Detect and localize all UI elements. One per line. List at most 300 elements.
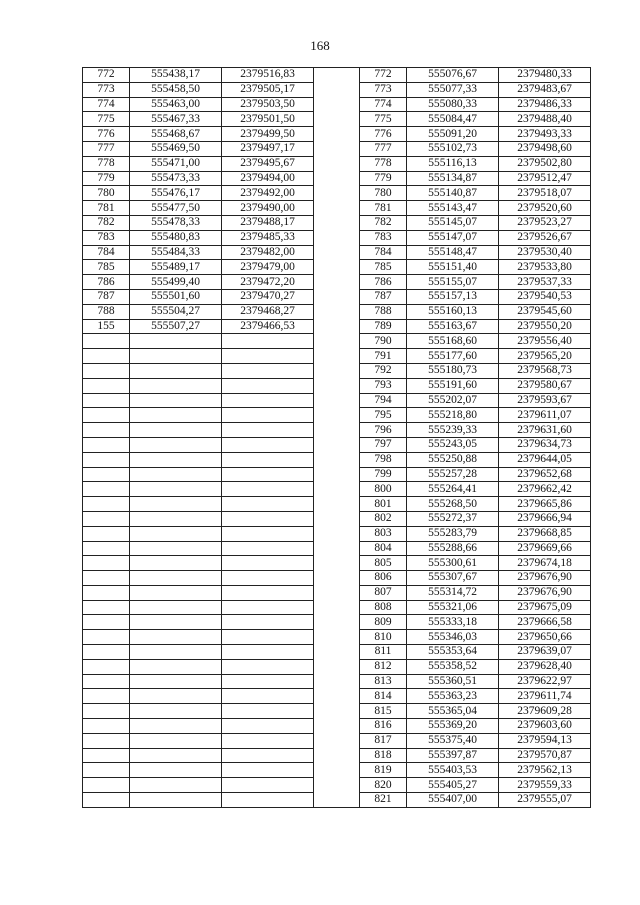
table-row bbox=[83, 793, 591, 808]
column-gap-cell bbox=[314, 674, 360, 689]
right-point-number-cell: 820 bbox=[360, 778, 407, 793]
right-y-coordinate-cell: 2379622,97 bbox=[499, 674, 591, 689]
right-y-coordinate-cell: 2379609,28 bbox=[499, 704, 591, 719]
table-row bbox=[83, 467, 591, 482]
left-point-number-cell: 773 bbox=[83, 82, 130, 97]
right-x-coordinate-cell: 555239,33 bbox=[407, 423, 499, 438]
right-x-coordinate-cell: 555307,67 bbox=[407, 571, 499, 586]
right-y-coordinate-cell: 2379540,53 bbox=[499, 289, 591, 304]
right-y-coordinate-cell: 2379502,80 bbox=[499, 156, 591, 171]
left-point-number-cell: 155 bbox=[83, 319, 130, 334]
left-y-coordinate-cell: 2379501,50 bbox=[222, 112, 314, 127]
right-y-coordinate-cell: 2379570,87 bbox=[499, 748, 591, 763]
left-point-number-cell bbox=[83, 482, 130, 497]
left-point-number-cell bbox=[83, 733, 130, 748]
right-y-coordinate-cell: 2379668,85 bbox=[499, 526, 591, 541]
left-x-coordinate-cell bbox=[130, 719, 222, 734]
left-point-number-cell bbox=[83, 452, 130, 467]
column-gap-cell bbox=[314, 733, 360, 748]
column-gap-cell bbox=[314, 615, 360, 630]
column-gap-cell bbox=[314, 689, 360, 704]
left-x-coordinate-cell bbox=[130, 393, 222, 408]
left-point-number-cell: 780 bbox=[83, 186, 130, 201]
left-x-coordinate-cell bbox=[130, 674, 222, 689]
left-x-coordinate-cell: 555468,67 bbox=[130, 127, 222, 142]
right-point-number-cell: 775 bbox=[360, 112, 407, 127]
right-point-number-cell: 806 bbox=[360, 571, 407, 586]
left-x-coordinate-cell: 555471,00 bbox=[130, 156, 222, 171]
right-x-coordinate-cell: 555155,07 bbox=[407, 275, 499, 290]
column-gap-cell bbox=[314, 467, 360, 482]
left-point-number-cell bbox=[83, 511, 130, 526]
right-y-coordinate-cell: 2379530,40 bbox=[499, 245, 591, 260]
right-y-coordinate-cell: 2379580,67 bbox=[499, 378, 591, 393]
table-row bbox=[83, 230, 591, 245]
right-x-coordinate-cell: 555168,60 bbox=[407, 334, 499, 349]
left-point-number-cell: 775 bbox=[83, 112, 130, 127]
right-point-number-cell: 774 bbox=[360, 97, 407, 112]
right-x-coordinate-cell: 555218,80 bbox=[407, 408, 499, 423]
left-x-coordinate-cell bbox=[130, 793, 222, 808]
column-gap-cell bbox=[314, 452, 360, 467]
right-y-coordinate-cell: 2379483,67 bbox=[499, 82, 591, 97]
left-x-coordinate-cell bbox=[130, 763, 222, 778]
table-row bbox=[83, 541, 591, 556]
table-row bbox=[83, 452, 591, 467]
right-x-coordinate-cell: 555268,50 bbox=[407, 497, 499, 512]
left-y-coordinate-cell: 2379470,27 bbox=[222, 289, 314, 304]
left-x-coordinate-cell bbox=[130, 511, 222, 526]
right-point-number-cell: 807 bbox=[360, 585, 407, 600]
right-y-coordinate-cell: 2379523,27 bbox=[499, 215, 591, 230]
column-gap-cell bbox=[314, 68, 360, 83]
right-point-number-cell: 818 bbox=[360, 748, 407, 763]
table-row bbox=[83, 748, 591, 763]
left-y-coordinate-cell bbox=[222, 778, 314, 793]
right-point-number-cell: 784 bbox=[360, 245, 407, 260]
table-row bbox=[83, 245, 591, 260]
right-x-coordinate-cell: 555257,28 bbox=[407, 467, 499, 482]
table-row bbox=[83, 378, 591, 393]
left-point-number-cell: 777 bbox=[83, 141, 130, 156]
right-x-coordinate-cell: 555180,73 bbox=[407, 363, 499, 378]
table-row bbox=[83, 82, 591, 97]
column-gap-cell bbox=[314, 245, 360, 260]
left-x-coordinate-cell: 555507,27 bbox=[130, 319, 222, 334]
table-row bbox=[83, 127, 591, 142]
right-point-number-cell: 782 bbox=[360, 215, 407, 230]
right-x-coordinate-cell: 555243,05 bbox=[407, 437, 499, 452]
column-gap-cell bbox=[314, 82, 360, 97]
left-y-coordinate-cell bbox=[222, 689, 314, 704]
column-gap-cell bbox=[314, 156, 360, 171]
right-x-coordinate-cell: 555360,51 bbox=[407, 674, 499, 689]
left-point-number-cell: 781 bbox=[83, 201, 130, 216]
table-row bbox=[83, 289, 591, 304]
left-y-coordinate-cell bbox=[222, 630, 314, 645]
left-x-coordinate-cell bbox=[130, 778, 222, 793]
left-x-coordinate-cell bbox=[130, 630, 222, 645]
left-point-number-cell bbox=[83, 704, 130, 719]
left-y-coordinate-cell bbox=[222, 571, 314, 586]
left-y-coordinate-cell bbox=[222, 363, 314, 378]
right-point-number-cell: 788 bbox=[360, 304, 407, 319]
left-y-coordinate-cell bbox=[222, 615, 314, 630]
right-y-coordinate-cell: 2379555,07 bbox=[499, 793, 591, 808]
right-x-coordinate-cell: 555091,20 bbox=[407, 127, 499, 142]
table-row bbox=[83, 68, 591, 83]
right-x-coordinate-cell: 555145,07 bbox=[407, 215, 499, 230]
right-point-number-cell: 800 bbox=[360, 482, 407, 497]
left-y-coordinate-cell bbox=[222, 497, 314, 512]
right-point-number-cell: 785 bbox=[360, 260, 407, 275]
table-row bbox=[83, 423, 591, 438]
left-point-number-cell: 776 bbox=[83, 127, 130, 142]
left-x-coordinate-cell bbox=[130, 452, 222, 467]
column-gap-cell bbox=[314, 659, 360, 674]
left-point-number-cell bbox=[83, 393, 130, 408]
right-y-coordinate-cell: 2379565,20 bbox=[499, 349, 591, 364]
left-point-number-cell bbox=[83, 689, 130, 704]
left-y-coordinate-cell bbox=[222, 541, 314, 556]
right-x-coordinate-cell: 555288,66 bbox=[407, 541, 499, 556]
table-row bbox=[83, 704, 591, 719]
right-point-number-cell: 803 bbox=[360, 526, 407, 541]
left-point-number-cell: 788 bbox=[83, 304, 130, 319]
right-y-coordinate-cell: 2379650,66 bbox=[499, 630, 591, 645]
left-y-coordinate-cell: 2379494,00 bbox=[222, 171, 314, 186]
left-y-coordinate-cell bbox=[222, 763, 314, 778]
column-gap-cell bbox=[314, 304, 360, 319]
left-y-coordinate-cell bbox=[222, 526, 314, 541]
column-gap-cell bbox=[314, 230, 360, 245]
table-row bbox=[83, 275, 591, 290]
table-row bbox=[83, 215, 591, 230]
right-x-coordinate-cell: 555157,13 bbox=[407, 289, 499, 304]
left-point-number-cell: 774 bbox=[83, 97, 130, 112]
left-y-coordinate-cell: 2379479,00 bbox=[222, 260, 314, 275]
left-point-number-cell bbox=[83, 793, 130, 808]
right-point-number-cell: 811 bbox=[360, 645, 407, 660]
table-row bbox=[83, 482, 591, 497]
table-row bbox=[83, 600, 591, 615]
right-y-coordinate-cell: 2379628,40 bbox=[499, 659, 591, 674]
right-point-number-cell: 817 bbox=[360, 733, 407, 748]
right-x-coordinate-cell: 555163,67 bbox=[407, 319, 499, 334]
left-x-coordinate-cell: 555467,33 bbox=[130, 112, 222, 127]
column-gap-cell bbox=[314, 437, 360, 452]
right-point-number-cell: 790 bbox=[360, 334, 407, 349]
left-y-coordinate-cell bbox=[222, 719, 314, 734]
left-point-number-cell bbox=[83, 585, 130, 600]
left-y-coordinate-cell bbox=[222, 467, 314, 482]
table-row bbox=[83, 511, 591, 526]
left-x-coordinate-cell: 555480,83 bbox=[130, 230, 222, 245]
column-gap-cell bbox=[314, 571, 360, 586]
left-x-coordinate-cell bbox=[130, 689, 222, 704]
right-point-number-cell: 772 bbox=[360, 68, 407, 83]
column-gap-cell bbox=[314, 186, 360, 201]
left-y-coordinate-cell bbox=[222, 482, 314, 497]
right-point-number-cell: 778 bbox=[360, 156, 407, 171]
left-point-number-cell bbox=[83, 778, 130, 793]
right-x-coordinate-cell: 555250,88 bbox=[407, 452, 499, 467]
table-row bbox=[83, 719, 591, 734]
table-row bbox=[83, 363, 591, 378]
left-point-number-cell bbox=[83, 526, 130, 541]
left-x-coordinate-cell bbox=[130, 408, 222, 423]
left-point-number-cell bbox=[83, 615, 130, 630]
right-point-number-cell: 805 bbox=[360, 556, 407, 571]
right-y-coordinate-cell: 2379669,66 bbox=[499, 541, 591, 556]
left-x-coordinate-cell bbox=[130, 645, 222, 660]
right-y-coordinate-cell: 2379533,80 bbox=[499, 260, 591, 275]
left-point-number-cell bbox=[83, 600, 130, 615]
right-point-number-cell: 781 bbox=[360, 201, 407, 216]
right-x-coordinate-cell: 555134,87 bbox=[407, 171, 499, 186]
right-y-coordinate-cell: 2379562,13 bbox=[499, 763, 591, 778]
right-point-number-cell: 797 bbox=[360, 437, 407, 452]
left-point-number-cell bbox=[83, 719, 130, 734]
column-gap-cell bbox=[314, 275, 360, 290]
right-y-coordinate-cell: 2379644,05 bbox=[499, 452, 591, 467]
left-point-number-cell: 779 bbox=[83, 171, 130, 186]
table-row bbox=[83, 201, 591, 216]
left-y-coordinate-cell: 2379492,00 bbox=[222, 186, 314, 201]
column-gap-cell bbox=[314, 541, 360, 556]
left-y-coordinate-cell: 2379485,33 bbox=[222, 230, 314, 245]
right-point-number-cell: 812 bbox=[360, 659, 407, 674]
left-x-coordinate-cell bbox=[130, 437, 222, 452]
left-y-coordinate-cell bbox=[222, 423, 314, 438]
left-x-coordinate-cell: 555473,33 bbox=[130, 171, 222, 186]
left-x-coordinate-cell: 555499,40 bbox=[130, 275, 222, 290]
right-y-coordinate-cell: 2379480,33 bbox=[499, 68, 591, 83]
table-row bbox=[83, 571, 591, 586]
left-point-number-cell bbox=[83, 467, 130, 482]
right-x-coordinate-cell: 555358,52 bbox=[407, 659, 499, 674]
right-y-coordinate-cell: 2379520,60 bbox=[499, 201, 591, 216]
right-x-coordinate-cell: 555397,87 bbox=[407, 748, 499, 763]
column-gap-cell bbox=[314, 748, 360, 763]
column-gap-cell bbox=[314, 378, 360, 393]
right-y-coordinate-cell: 2379675,09 bbox=[499, 600, 591, 615]
right-y-coordinate-cell: 2379639,07 bbox=[499, 645, 591, 660]
left-x-coordinate-cell: 555463,00 bbox=[130, 97, 222, 112]
column-gap-cell bbox=[314, 526, 360, 541]
page-number: 168 bbox=[310, 38, 330, 53]
right-x-coordinate-cell: 555077,33 bbox=[407, 82, 499, 97]
right-point-number-cell: 816 bbox=[360, 719, 407, 734]
left-point-number-cell bbox=[83, 556, 130, 571]
left-x-coordinate-cell: 555477,50 bbox=[130, 201, 222, 216]
column-gap-cell bbox=[314, 260, 360, 275]
right-x-coordinate-cell: 555143,47 bbox=[407, 201, 499, 216]
left-y-coordinate-cell bbox=[222, 556, 314, 571]
left-y-coordinate-cell bbox=[222, 748, 314, 763]
column-gap-cell bbox=[314, 482, 360, 497]
right-x-coordinate-cell: 555375,40 bbox=[407, 733, 499, 748]
column-gap-cell bbox=[314, 645, 360, 660]
left-x-coordinate-cell bbox=[130, 378, 222, 393]
table-row bbox=[83, 689, 591, 704]
right-y-coordinate-cell: 2379545,60 bbox=[499, 304, 591, 319]
left-x-coordinate-cell: 555501,60 bbox=[130, 289, 222, 304]
column-gap-cell bbox=[314, 585, 360, 600]
left-x-coordinate-cell: 555476,17 bbox=[130, 186, 222, 201]
left-y-coordinate-cell bbox=[222, 674, 314, 689]
table-row bbox=[83, 437, 591, 452]
left-point-number-cell: 778 bbox=[83, 156, 130, 171]
right-x-coordinate-cell: 555353,64 bbox=[407, 645, 499, 660]
left-y-coordinate-cell bbox=[222, 659, 314, 674]
right-y-coordinate-cell: 2379537,33 bbox=[499, 275, 591, 290]
right-y-coordinate-cell: 2379593,67 bbox=[499, 393, 591, 408]
table-row bbox=[83, 186, 591, 201]
left-x-coordinate-cell bbox=[130, 733, 222, 748]
column-gap-cell bbox=[314, 497, 360, 512]
left-x-coordinate-cell bbox=[130, 600, 222, 615]
right-y-coordinate-cell: 2379666,58 bbox=[499, 615, 591, 630]
left-y-coordinate-cell: 2379505,17 bbox=[222, 82, 314, 97]
left-x-coordinate-cell bbox=[130, 467, 222, 482]
table-row bbox=[83, 733, 591, 748]
left-point-number-cell bbox=[83, 541, 130, 556]
right-x-coordinate-cell: 555076,67 bbox=[407, 68, 499, 83]
right-point-number-cell: 801 bbox=[360, 497, 407, 512]
left-x-coordinate-cell bbox=[130, 497, 222, 512]
right-point-number-cell: 773 bbox=[360, 82, 407, 97]
right-y-coordinate-cell: 2379603,60 bbox=[499, 719, 591, 734]
left-x-coordinate-cell bbox=[130, 349, 222, 364]
right-point-number-cell: 792 bbox=[360, 363, 407, 378]
right-x-coordinate-cell: 555202,07 bbox=[407, 393, 499, 408]
left-x-coordinate-cell bbox=[130, 615, 222, 630]
left-y-coordinate-cell bbox=[222, 437, 314, 452]
left-x-coordinate-cell: 555458,50 bbox=[130, 82, 222, 97]
table-row bbox=[83, 497, 591, 512]
column-gap-cell bbox=[314, 289, 360, 304]
right-y-coordinate-cell: 2379526,67 bbox=[499, 230, 591, 245]
right-y-coordinate-cell: 2379556,40 bbox=[499, 334, 591, 349]
right-point-number-cell: 808 bbox=[360, 600, 407, 615]
right-x-coordinate-cell: 555084,47 bbox=[407, 112, 499, 127]
right-point-number-cell: 787 bbox=[360, 289, 407, 304]
right-point-number-cell: 777 bbox=[360, 141, 407, 156]
right-y-coordinate-cell: 2379550,20 bbox=[499, 319, 591, 334]
right-point-number-cell: 795 bbox=[360, 408, 407, 423]
left-point-number-cell bbox=[83, 659, 130, 674]
column-gap-cell bbox=[314, 127, 360, 142]
table-row bbox=[83, 674, 591, 689]
left-y-coordinate-cell bbox=[222, 378, 314, 393]
left-y-coordinate-cell bbox=[222, 600, 314, 615]
left-y-coordinate-cell bbox=[222, 733, 314, 748]
right-point-number-cell: 814 bbox=[360, 689, 407, 704]
left-y-coordinate-cell: 2379466,53 bbox=[222, 319, 314, 334]
table-row bbox=[83, 615, 591, 630]
right-x-coordinate-cell: 555300,61 bbox=[407, 556, 499, 571]
left-y-coordinate-cell: 2379495,67 bbox=[222, 156, 314, 171]
right-x-coordinate-cell: 555314,72 bbox=[407, 585, 499, 600]
column-gap-cell bbox=[314, 334, 360, 349]
left-x-coordinate-cell bbox=[130, 526, 222, 541]
column-gap-cell bbox=[314, 363, 360, 378]
column-gap-cell bbox=[314, 393, 360, 408]
column-gap-cell bbox=[314, 215, 360, 230]
right-y-coordinate-cell: 2379665,86 bbox=[499, 497, 591, 512]
right-x-coordinate-cell: 555369,20 bbox=[407, 719, 499, 734]
column-gap-cell bbox=[314, 201, 360, 216]
left-x-coordinate-cell bbox=[130, 659, 222, 674]
right-y-coordinate-cell: 2379559,33 bbox=[499, 778, 591, 793]
right-x-coordinate-cell: 555272,37 bbox=[407, 511, 499, 526]
left-point-number-cell bbox=[83, 363, 130, 378]
left-y-coordinate-cell bbox=[222, 793, 314, 808]
column-gap-cell bbox=[314, 763, 360, 778]
right-x-coordinate-cell: 555333,18 bbox=[407, 615, 499, 630]
right-point-number-cell: 783 bbox=[360, 230, 407, 245]
left-point-number-cell bbox=[83, 437, 130, 452]
left-y-coordinate-cell bbox=[222, 585, 314, 600]
right-x-coordinate-cell: 555147,07 bbox=[407, 230, 499, 245]
right-x-coordinate-cell: 555363,23 bbox=[407, 689, 499, 704]
right-point-number-cell: 789 bbox=[360, 319, 407, 334]
left-y-coordinate-cell: 2379468,27 bbox=[222, 304, 314, 319]
right-y-coordinate-cell: 2379486,33 bbox=[499, 97, 591, 112]
left-x-coordinate-cell bbox=[130, 363, 222, 378]
left-point-number-cell bbox=[83, 408, 130, 423]
right-point-number-cell: 813 bbox=[360, 674, 407, 689]
left-point-number-cell bbox=[83, 378, 130, 393]
left-point-number-cell bbox=[83, 763, 130, 778]
right-point-number-cell: 810 bbox=[360, 630, 407, 645]
table-row bbox=[83, 659, 591, 674]
column-gap-cell bbox=[314, 704, 360, 719]
table-row bbox=[83, 141, 591, 156]
left-y-coordinate-cell bbox=[222, 645, 314, 660]
column-gap-cell bbox=[314, 556, 360, 571]
right-y-coordinate-cell: 2379518,07 bbox=[499, 186, 591, 201]
column-gap-cell bbox=[314, 778, 360, 793]
right-y-coordinate-cell: 2379498,60 bbox=[499, 141, 591, 156]
table-row bbox=[83, 408, 591, 423]
left-y-coordinate-cell: 2379490,00 bbox=[222, 201, 314, 216]
left-y-coordinate-cell: 2379472,20 bbox=[222, 275, 314, 290]
left-y-coordinate-cell bbox=[222, 511, 314, 526]
right-point-number-cell: 809 bbox=[360, 615, 407, 630]
right-x-coordinate-cell: 555403,53 bbox=[407, 763, 499, 778]
left-point-number-cell bbox=[83, 571, 130, 586]
left-x-coordinate-cell bbox=[130, 541, 222, 556]
right-x-coordinate-cell: 555151,40 bbox=[407, 260, 499, 275]
right-y-coordinate-cell: 2379676,90 bbox=[499, 571, 591, 586]
column-gap-cell bbox=[314, 600, 360, 615]
table-row bbox=[83, 393, 591, 408]
left-point-number-cell: 787 bbox=[83, 289, 130, 304]
left-x-coordinate-cell: 555478,33 bbox=[130, 215, 222, 230]
left-x-coordinate-cell bbox=[130, 704, 222, 719]
right-point-number-cell: 776 bbox=[360, 127, 407, 142]
right-x-coordinate-cell: 555365,04 bbox=[407, 704, 499, 719]
left-point-number-cell bbox=[83, 748, 130, 763]
table-row bbox=[83, 156, 591, 171]
left-point-number-cell: 783 bbox=[83, 230, 130, 245]
column-gap-cell bbox=[314, 408, 360, 423]
right-y-coordinate-cell: 2379568,73 bbox=[499, 363, 591, 378]
table-row bbox=[83, 645, 591, 660]
right-point-number-cell: 821 bbox=[360, 793, 407, 808]
